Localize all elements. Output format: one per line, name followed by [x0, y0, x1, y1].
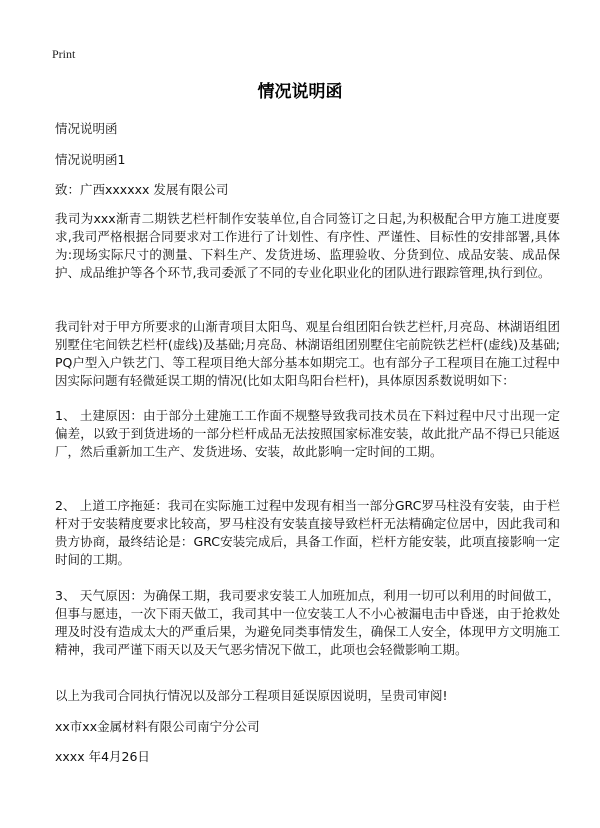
body-paragraph-reason-civil: 1、 土建原因：由于部分土建施工工作面不规整导致我司技术员在下料过程中尺寸出现一定偏差，以致于到货进场的一部分栏杆成品无法按照国家标准安装，故此批产品不得已只能返厂，然后重新加工生产、发货进场、安装，故此影响一定时间的工期。 [55, 408, 560, 459]
document-title: 情况说明函 [257, 82, 343, 102]
print-label: Print [52, 47, 76, 61]
subtitle-line-2: 情况说明函1 [55, 152, 126, 167]
recipient-line: 致：广西xxxxxx 发展有限公司 [55, 182, 229, 197]
closing-line: 以上为我司合同执行情况以及部分工程项目延误原因说明，呈贵司审阅! [55, 688, 448, 703]
body-paragraph-intro: 我司为xxx渐青二期铁艺栏杆制作安装单位,自合同签订之日起,为积极配合甲方施工进度要求,我司严格根据合同要求对工作进行了计划性、有序性、严谨性、目标性的安排部署,具体为:现场实际尺寸的测量、下料生产、发货进场、监理验收、分货到位、成品安装、成品保护、成品维护等各个环节,我司委派了不同的专业化职业化的团队进行跟踪管理,执行到位。 [55, 211, 560, 280]
signature-company: xx市xx金属材料有限公司南宁分公司 [55, 719, 260, 734]
body-paragraph-scope: 我司针对于甲方所要求的山渐青项目太阳鸟、观星台组团阳台铁艺栏杆,月亮岛、林湖语组团别墅住宅间铁艺栏杆(虚线)及基础;月亮岛、林湖语组团别墅住宅前院铁艺栏杆(虚线)及基础;PQ户型入户铁艺门、等工程项目绝大部分基本如期完工。也有部分子工程项目在施工过程中因实际问题有轻微延误工期的情况(比如太阳鸟阳台栏杆)，具体原因系数说明如下： [55, 319, 560, 388]
body-paragraph-reason-weather: 3、 天气原因：为确保工期，我司要求安装工人加班加点，利用一切可以利用的时间做工，但事与愿违，一次下雨天做工，我司其中一位安装工人不小心被漏电击中昏迷，由于抢救处理及时没有造成太大的严重后果，为避免同类事情发生，确保工人安全，体现甲方文明施工精神，我司严谨下雨天以及天气恶劣情况下做工，此项也会轻微影响工期。 [55, 588, 560, 657]
signature-date: xxxx 年4月26日 [55, 749, 150, 764]
body-paragraph-reason-delay: 2、 上道工序拖延：我司在实际施工过程中发现有相当一部分GRC罗马柱没有安装，由于栏杆对于安装精度要求比较高，罗马柱没有安装直接导致栏杆无法精确定位居中，因此我司和贵方协商，最终结论是：GRC安装完成后，具备工作面，栏杆方能安装，此项直接影响一定时间的工期。 [55, 498, 560, 567]
subtitle-line-1: 情况说明函 [55, 121, 118, 136]
